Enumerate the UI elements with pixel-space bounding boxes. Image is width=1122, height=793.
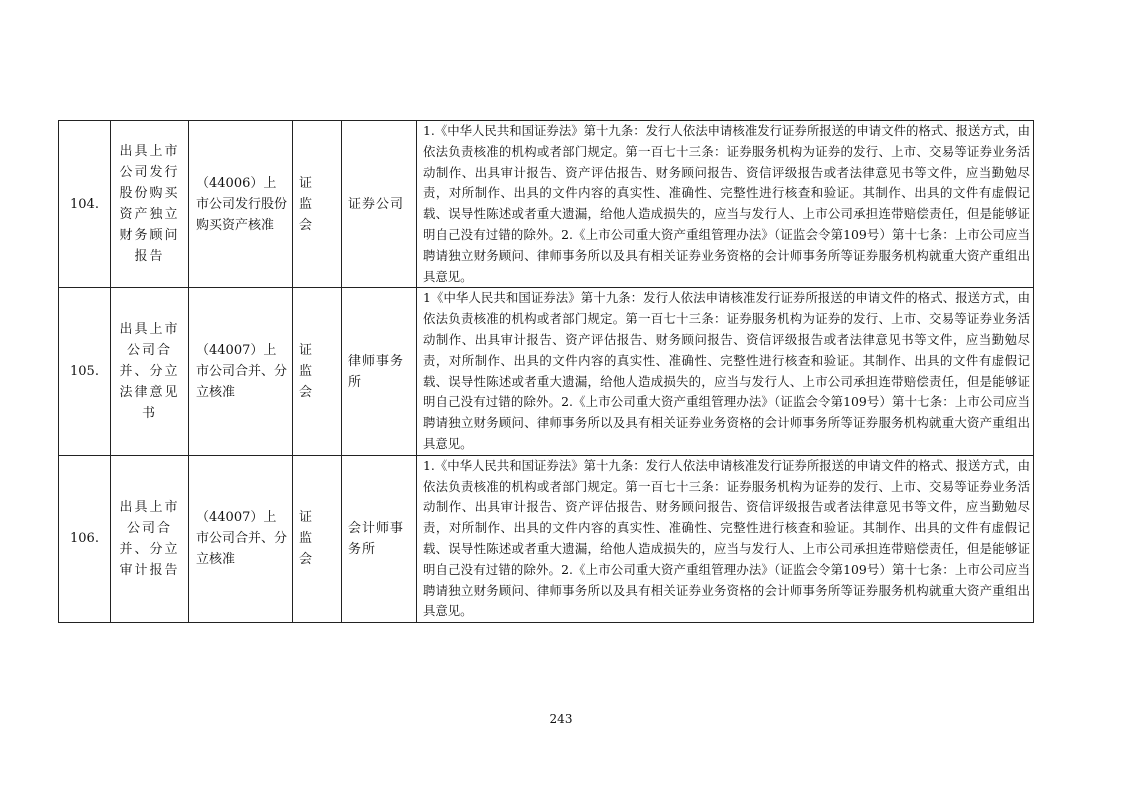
executor-name: 律师事务所	[348, 353, 405, 390]
department-name: 证监会	[299, 343, 321, 401]
department-name: 证监会	[299, 175, 321, 233]
department-cell	[293, 121, 342, 288]
table-row	[59, 288, 1034, 455]
department-name: 证监会	[299, 510, 321, 568]
executor-cell	[342, 288, 417, 455]
row-number-cell	[59, 288, 111, 455]
legal-basis-cell	[417, 288, 1034, 455]
row-number: 105.	[70, 364, 99, 380]
service-item-cell	[111, 288, 189, 455]
row-number-cell	[59, 121, 111, 288]
service-item-cell	[111, 121, 189, 288]
legal-basis-cell	[417, 455, 1034, 622]
department-cell	[293, 288, 342, 455]
department-cell	[293, 455, 342, 622]
legal-basis-cell	[417, 121, 1034, 288]
approval-item-cell	[189, 121, 293, 288]
approval-item-name: （44007）上市公司合并、分立核准	[196, 510, 288, 568]
executor-name: 会计师事务所	[348, 520, 405, 557]
approval-item-name: （44006）上市公司发行股份购买资产核准	[196, 175, 288, 233]
legal-basis-text: 1《中华人民共和国证券法》第十九条：发行人依法申请核准发行证券所报送的申请文件的格式、报送方式，由依法负责核准的机构或者部门规定。第一百七十三条：证券服务机构为证券的发行、上市、交易等证券业务活动制作、出具审计报告、资产评估报告、财务顾问报告、资信评级报告或者法律意见书等文件，应当勤勉尽责，对所制作、出具的文件内容的真实性、准确性、完整性进行核查和验证。其制作、出具的文件有虚假记载、误导性陈述或者重大遗漏，给他人造成损失的，应当与发行人、上市公司承担连带赔偿责任，但是能够证明自己没有过错的除外。2.《上市公司重大资产重组管理办法》（证监会令第109号）第十七条：上市公司应当聘请独立财务顾问、律师事务所以及具有相关证券业务资格的会计师事务所等证券服务机构就重大资产重组出具意见。	[423, 290, 1030, 451]
executor-name: 证券公司	[348, 196, 405, 212]
service-item-name: 出具上市公司合并、分立审计报告	[119, 499, 180, 578]
intermediary-services-table	[58, 120, 1034, 623]
service-item-name: 出具上市公司合并、分立法律意见书	[119, 322, 180, 422]
row-number-cell	[59, 455, 111, 622]
row-number: 106.	[70, 531, 99, 547]
executor-cell	[342, 121, 417, 288]
legal-basis-text: 1.《中华人民共和国证券法》第十九条：发行人依法申请核准发行证券所报送的申请文件的格式、报送方式，由依法负责核准的机构或者部门规定。第一百七十三条：证券服务机构为证券的发行、上市、交易等证券业务活动制作、出具审计报告、资产评估报告、财务顾问报告、资信评级报告或者法律意见书等文件，应当勤勉尽责，对所制作、出具的文件内容的真实性、准确性、完整性进行核查和验证。其制作、出具的文件有虚假记载、误导性陈述或者重大遗漏，给他人造成损失的，应当与发行人、上市公司承担连带赔偿责任，但是能够证明自己没有过错的除外。2.《上市公司重大资产重组管理办法》（证监会令第109号）第十七条：上市公司应当聘请独立财务顾问、律师事务所以及具有相关证券业务资格的会计师事务所等证券服务机构就重大资产重组出具意见。	[423, 457, 1030, 619]
service-item-name: 出具上市公司发行股份购买资产独立财务顾问报告	[119, 144, 180, 265]
table-row	[59, 121, 1034, 288]
approval-item-cell	[189, 455, 293, 622]
service-item-cell	[111, 455, 189, 622]
table-row	[59, 455, 1034, 622]
row-number: 104.	[70, 196, 99, 212]
executor-cell	[342, 455, 417, 622]
approval-item-cell	[189, 288, 293, 455]
page-number: 243	[549, 712, 573, 726]
legal-basis-text: 1.《中华人民共和国证券法》第十九条：发行人依法申请核准发行证券所报送的申请文件的格式、报送方式，由依法负责核准的机构或者部门规定。第一百七十三条：证券服务机构为证券的发行、上市、交易等证券业务活动制作、出具审计报告、资产评估报告、财务顾问报告、资信评级报告或者法律意见书等文件，应当勤勉尽责，对所制作、出具的文件内容的真实性、准确性、完整性进行核查和验证。其制作、出具的文件有虚假记载、误导性陈述或者重大遗漏，给他人造成损失的，应当与发行人、上市公司承担连带赔偿责任，但是能够证明自己没有过错的除外。2.《上市公司重大资产重组管理办法》（证监会令第109号）第十七条：上市公司应当聘请独立财务顾问、律师事务所以及具有相关证券业务资格的会计师事务所等证券服务机构就重大资产重组出具意见。	[423, 123, 1030, 284]
approval-item-name: （44007）上市公司合并、分立核准	[196, 343, 288, 401]
